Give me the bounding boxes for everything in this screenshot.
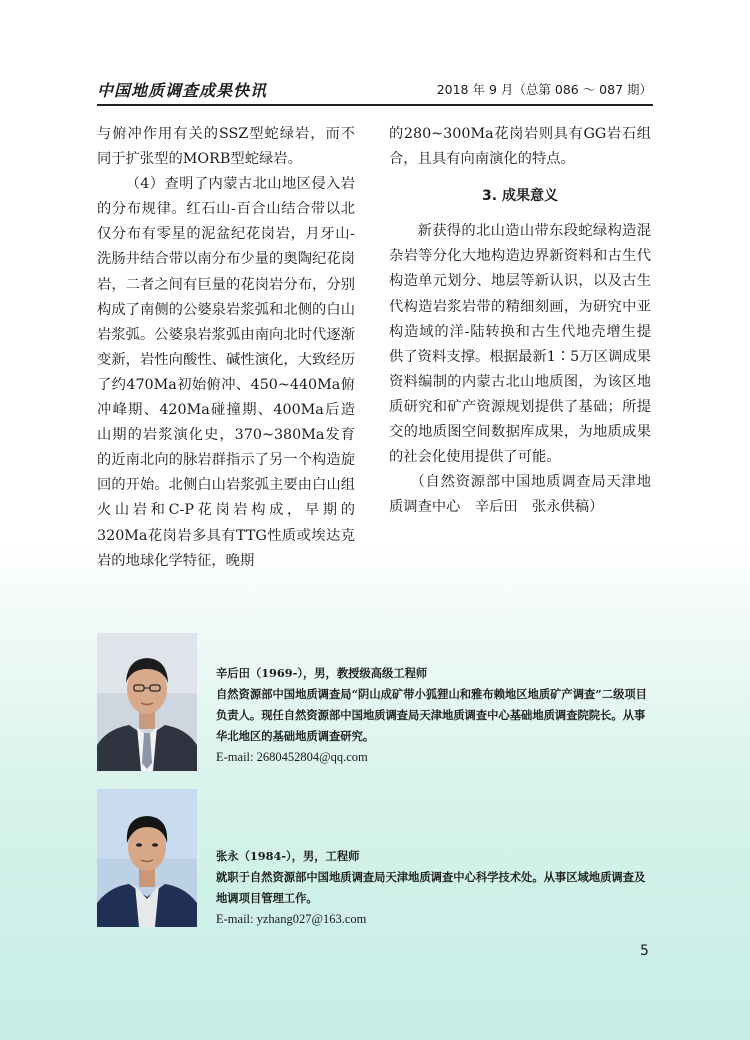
paragraph-intrusive-rocks: （4）查明了内蒙古北山地区侵入岩的分布规律。红石山-百合山结合带以北仅分布有零星的泥盆纪花岗岩，月牙山-洗肠井结合带以南分布少量的奥陶纪花岗岩，二者之间有巨量的花岗岩分布，分别构成了南侧的公婆泉岩浆弧和北侧的白山岩浆弧。公婆泉岩浆弧由南向北时代逐渐变新，岩性向酸性、碱性演化，大致经历了约470Ma初始俯冲、450~440Ma俯冲峰期、420Ma碰撞期、400Ma后造山期的岩浆演化史，370~380Ma发育的近南北向的脉岩群指示了另一个构造旋回的开始。北侧白山岩浆弧主要由白山组火山岩和C-P花岗岩构成，早期的320Ma花岗岩多具有TTG性质或埃达克岩的地球化学特征，晚期 (97, 176, 355, 569)
header-divider (97, 104, 653, 106)
paragraph-significance: 新获得的北山造山带东段蛇绿构造混杂岩等分化大地构造边界新资料和古生代构造单元划分、地层等新认识，以及古生代构造岩浆岩带的精细刻画，为研究中亚构造域的洋-陆转换和古生代地壳增生提供了资料支撑。根据最新1∶5万区调成果资料编制的内蒙古北山地质图，为该区地质研究和矿产资源规划提供了基础；所提交的地质图空间数据库成果，为地质成果的社会化使用提供了可能。 (389, 223, 651, 466)
article-signature: （自然资源部中国地质调查局天津地质调查中心 辛后田 张永供稿） (389, 474, 651, 516)
portrait-icon (97, 789, 197, 927)
left-column (97, 122, 355, 574)
author-description: 就职于自然资源部中国地质调查局天津地质调查中心科学技术处。从事区域地质调查及地调项目管理工作。 (216, 870, 646, 905)
author-name-line: 张永（1984-），男，工程师 (216, 849, 360, 863)
author-description: 自然资源部中国地质调查局“阴山成矿带小狐狸山和雅布赖地区地质矿产调查”二级项目负责人。现任自然资源部中国地质调查局天津地质调查中心基础地质调查院院长。从事华北地区的基础地质调查研究。 (216, 687, 647, 743)
author-bio-xin (216, 663, 656, 768)
author-email: E-mail: yzhang027@163.com (216, 912, 367, 926)
portrait-icon (97, 633, 197, 771)
author-email: E-mail: 2680452804@qq.com (216, 750, 368, 764)
author-bio-zhang (216, 846, 656, 930)
author-name-line: 辛后田（1969-），男，教授级高级工程师 (216, 666, 428, 680)
page-number: 5 (640, 943, 649, 959)
page-header (97, 78, 652, 100)
author-photo-xin (97, 633, 197, 771)
paragraph-gg-granite: 的280~300Ma花岗岩则具有GG岩石组合，且具有向南演化的特点。 (389, 126, 651, 168)
journal-title: 中国地质调查成果快讯 (97, 81, 268, 100)
section-title: 3. 成果意义 (482, 188, 558, 205)
right-column (389, 122, 651, 520)
paragraph-ssz: 与俯冲作用有关的SSZ型蛇绿岩，而不同于扩张型的MORB型蛇绿岩。 (97, 126, 355, 168)
author-photo-zhang (97, 789, 197, 927)
issue-date: 2018 年 9 月（总第 086 ～ 087 期） (436, 82, 652, 97)
